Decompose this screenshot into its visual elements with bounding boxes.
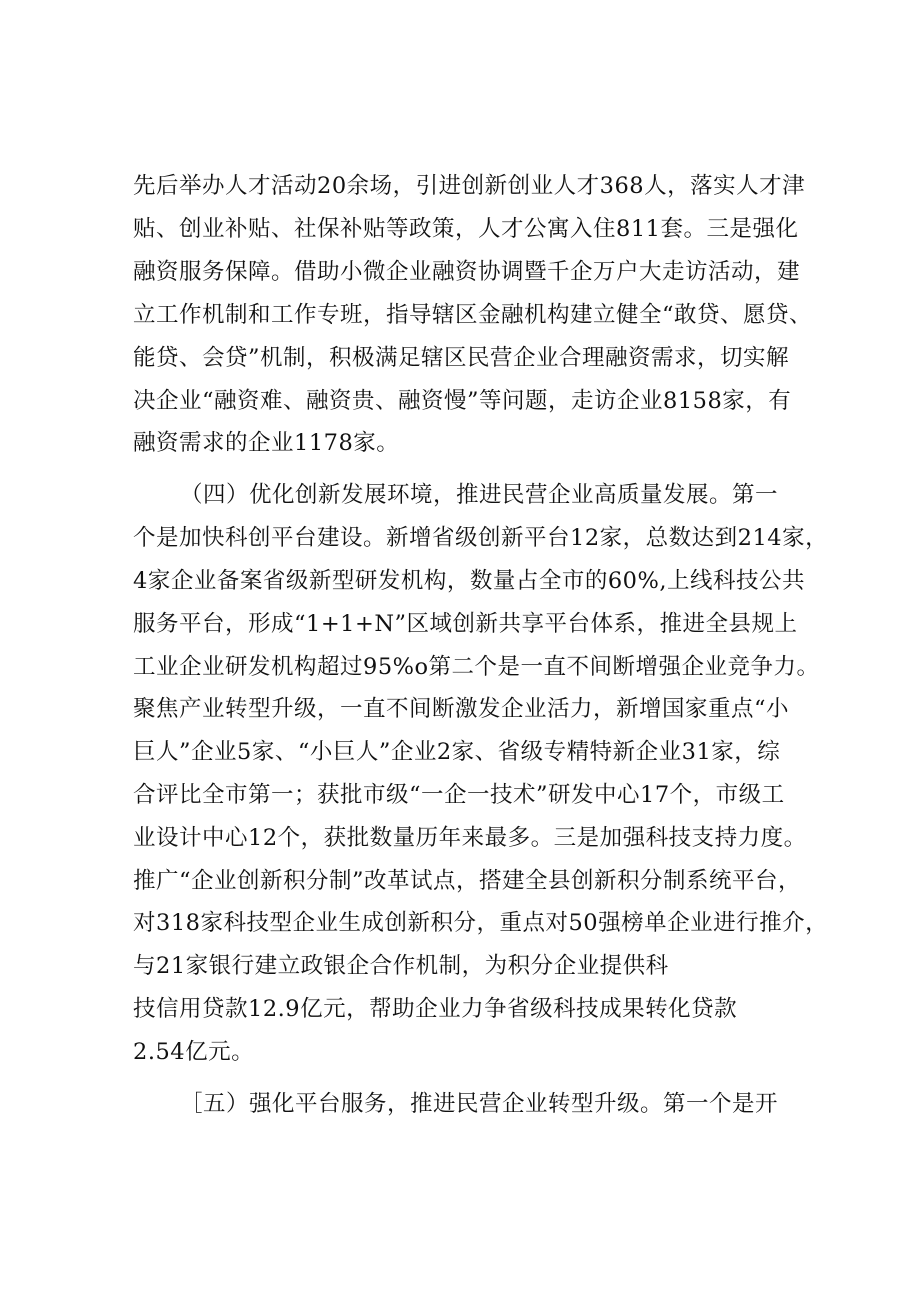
text-line: 与21家银行建立政银企合作机制，为积分企业提供科 [133,953,669,979]
text-line: 聚焦产业转型升级，一直不间断激发企业活力，新增国家重点“小 [133,696,790,722]
text-line: 贴、创业补贴、社保补贴等政策，人才公寓入住811套。三是强化 [133,216,799,242]
text-line: 技信用贷款12.9亿元，帮助企业力争省级科技成果转化贷款 [133,996,738,1022]
text-line: 业设计中心12个，获批数量历年来最多。三是加强科技支持力度。 [133,825,807,851]
text-line: 推广“企业创新积分制”改革试点，搭建全县创新积分制系统平台， [133,868,802,894]
text-line: 4家企业备案省级新型研发机构，数量占全市的60%,上线科技公共 [133,568,805,594]
text-line: 2.54亿元。 [133,1039,255,1065]
section-heading-line: ［五）强化平台服务，推进民营企业转型升级。第一个是开 [180,1091,779,1117]
text-line: 巨人”企业5家、“小巨人”企业2家、省级专精特新企业31家，综 [133,739,781,765]
section-heading-line: （四）优化创新发展环境，推进民营企业高质量发展。第一 [180,482,779,508]
text-line: 融资服务保障。借助小微企业融资协调暨千企万户大走访活动，建 [133,259,801,285]
text-line: 决企业“融资难、融资贵、融资慢”等问题，走访企业8158家，有 [133,388,792,414]
text-line: 对318家科技型企业生成创新积分，重点对50强榜单企业进行推介， [133,910,829,936]
text-line: 融资需求的企业1178家。 [133,430,400,456]
text-line: 能贷、会贷”机制，积极满足辖区民营企业合理融资需求，切实解 [133,345,790,371]
text-line: 服务平台，形成“1+1+N”区域创新共享平台体系，推进全县规上 [133,611,798,637]
text-line: 个是加快科创平台建设。新增省级创新平台12家，总数达到214家， [133,525,829,551]
text-line: 合评比全市第一；获批市级“一企一技术”研发中心17个，市级工 [133,782,785,808]
text-line: 先后举办人才活动20余场，引进创新创业人才368人，落实人才津 [133,173,806,199]
text-line: 工业企业研发机构超过95%o第二个是一直不间断增强企业竞争力。 [133,654,820,680]
text-line: 立工作机制和工作专班，指导辖区金融机构建立健全“敢贷、愿贷、 [133,302,813,328]
